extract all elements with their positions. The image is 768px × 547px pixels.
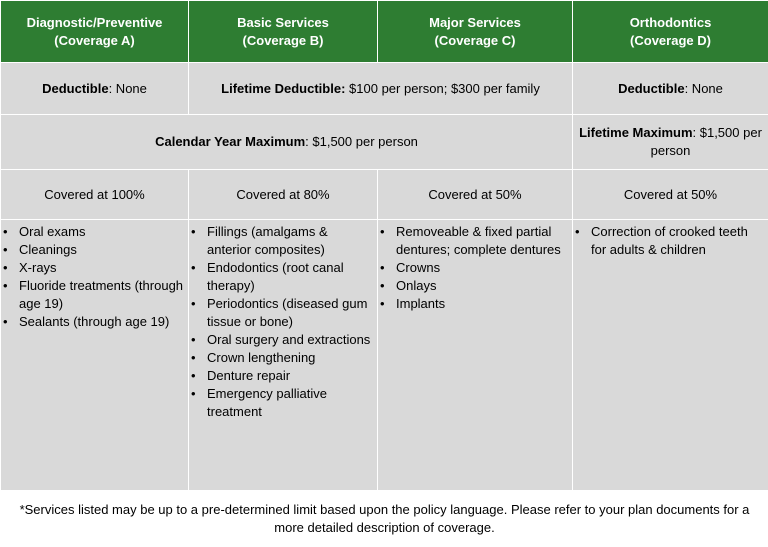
list-item: • Oral surgery and extractions	[207, 331, 373, 349]
header-coverage-d	[573, 1, 768, 63]
header-row	[1, 1, 768, 63]
maximum-d	[573, 115, 768, 170]
deductible-label: Deductible	[42, 81, 108, 96]
footnote-row	[1, 491, 768, 547]
list-item: • Crowns	[396, 259, 568, 277]
coverage-rate-a: Covered at 100%	[1, 170, 189, 220]
header-coverage: (Coverage B)	[189, 32, 377, 50]
header-title: Orthodontics	[573, 14, 768, 32]
services-list	[378, 220, 572, 313]
maximum-value: : $1,500 per person	[651, 125, 762, 158]
deductible-a	[1, 63, 189, 115]
list-item: • Fluoride treatments (through age 19)	[19, 277, 184, 313]
header-coverage: (Coverage D)	[573, 32, 768, 50]
header-coverage-b	[189, 1, 378, 63]
list-item: • X-rays	[19, 259, 184, 277]
list-item: • Fillings (amalgams & anterior composites)	[207, 223, 373, 259]
header-title: Diagnostic/Preventive	[1, 14, 188, 32]
footnote: *Services listed may be up to a pre-determined limit based upon the policy language. Please refer to your plan documents for a more detailed description of coverage.	[1, 501, 768, 537]
services-list	[189, 220, 377, 421]
deductible-value: : None	[109, 81, 147, 96]
maximum-label: Calendar Year Maximum	[155, 134, 305, 149]
header-title: Basic Services	[189, 14, 377, 32]
list-item: • Cleanings	[19, 241, 184, 259]
list-item: • Correction of crooked teeth for adults & children	[591, 223, 764, 259]
list-item: • Implants	[396, 295, 568, 313]
header-coverage-a	[1, 1, 189, 63]
deductible-label: Deductible	[618, 81, 684, 96]
deductible-label: Lifetime Deductible:	[221, 81, 345, 96]
services-list	[573, 220, 768, 259]
maximum-label: Lifetime Maximum	[579, 125, 692, 140]
coverage-rate-d: Covered at 50%	[573, 170, 768, 220]
list-item: • Oral exams	[19, 223, 184, 241]
list-item: • Crown lengthening	[207, 349, 373, 367]
services-row	[1, 220, 768, 491]
footnote-cell	[1, 491, 768, 547]
header-title: Major Services	[378, 14, 572, 32]
list-item: • Periodontics (diseased gum tissue or bone)	[207, 295, 373, 331]
services-d	[573, 220, 768, 491]
maximum-abc	[1, 115, 573, 170]
deductible-d	[573, 63, 768, 115]
maximum-value: : $1,500 per person	[305, 134, 418, 149]
list-item: • Removeable & fixed partial dentures; complete dentures	[396, 223, 568, 259]
coverage-rate-c: Covered at 50%	[378, 170, 573, 220]
list-item: • Sealants (through age 19)	[19, 313, 184, 331]
deductible-bc	[189, 63, 573, 115]
services-a	[1, 220, 189, 491]
header-coverage: (Coverage C)	[378, 32, 572, 50]
header-coverage-c	[378, 1, 573, 63]
header-coverage: (Coverage A)	[1, 32, 188, 50]
deductible-value: : None	[685, 81, 723, 96]
coverage-rate-row	[1, 170, 768, 220]
deductible-value: $100 per person; $300 per family	[345, 81, 539, 96]
services-list	[1, 220, 188, 331]
deductible-row	[1, 63, 768, 115]
services-b	[189, 220, 378, 491]
services-c	[378, 220, 573, 491]
coverage-rate-b: Covered at 80%	[189, 170, 378, 220]
list-item: • Onlays	[396, 277, 568, 295]
list-item: • Emergency palliative treatment	[207, 385, 373, 421]
list-item: • Denture repair	[207, 367, 373, 385]
maximum-row	[1, 115, 768, 170]
list-item: • Endodontics (root canal therapy)	[207, 259, 373, 295]
